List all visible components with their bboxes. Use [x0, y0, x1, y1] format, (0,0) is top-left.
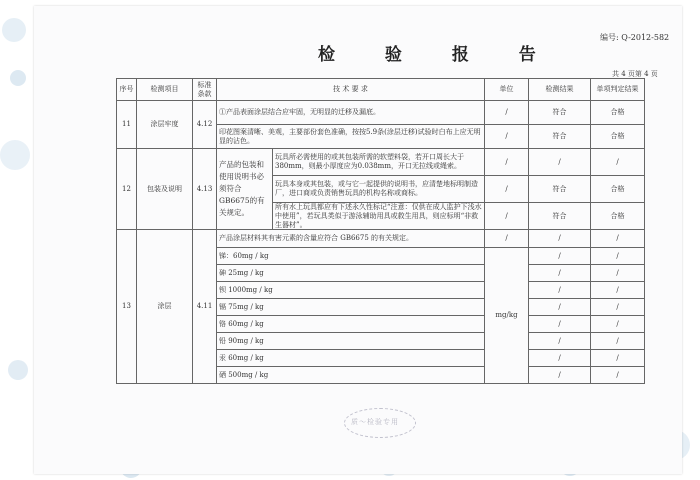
row-unit: / [485, 230, 529, 248]
row-packaging-summary: 产品的包装和使用说明书必须符合GB6675的有关规定。 [217, 149, 273, 230]
row-seq: 11 [117, 101, 137, 149]
row-conclusion: / [591, 367, 645, 384]
stamp-text: 质～检验专用 [351, 418, 399, 426]
row-result: / [529, 299, 591, 316]
row-std: 4.13 [193, 149, 217, 230]
row-requirement: ①产品表面涂层结合应牢固，无明显的迁移及漏底。 [217, 101, 485, 125]
row-conclusion: 合格 [591, 176, 645, 203]
row-result: / [529, 248, 591, 265]
page-title: 检 验 报 告 [318, 45, 558, 65]
row-requirement: 所有水上玩具都应有下述永久性标记“注意：仅供在成人监护下浅水中使用”，若玩具类似于游泳辅助用具或救生用具，则应标明“非救生器材”。 [273, 203, 485, 230]
element-limit: 硒 500mg / kg [217, 367, 485, 384]
background-bubble [0, 140, 30, 170]
background-bubble [10, 70, 26, 86]
row-requirement: 印花图案清晰、美观，主要部份套色准确，按按5.9条(涂层迁移)试验时白布上应无明显的沾色。 [217, 125, 485, 149]
header-result: 检测结果 [529, 79, 591, 101]
official-stamp [344, 408, 416, 438]
row-result: 符合 [529, 203, 591, 230]
header-conclusion: 单项判定结果 [591, 79, 645, 101]
header-std: 标准条款 [193, 79, 217, 101]
row-result: / [529, 316, 591, 333]
row-std: 4.11 [193, 230, 217, 384]
row-result: / [529, 333, 591, 350]
row-result: / [529, 367, 591, 384]
table-row [117, 101, 645, 125]
row-requirement: 玩具本身或其包装，或与它一起提供的说明书，应清楚地标明制造厂，进口商或负责销售玩具的机构名称或商标。 [273, 176, 485, 203]
row-item: 涂层牢度 [137, 101, 193, 149]
row-unit: mg/kg [485, 248, 529, 384]
row-item: 包装及说明 [137, 149, 193, 230]
background-bubble [8, 360, 28, 380]
row-result: / [529, 282, 591, 299]
row-result: / [529, 265, 591, 282]
row-conclusion: / [591, 265, 645, 282]
row-seq: 13 [117, 230, 137, 384]
row-result: / [529, 230, 591, 248]
element-limit: 镉 75mg / kg [217, 299, 485, 316]
table-row [117, 149, 645, 176]
element-limit: 砷 25mg / kg [217, 265, 485, 282]
row-unit: / [485, 149, 529, 176]
row-unit: / [485, 101, 529, 125]
row-conclusion: 合格 [591, 101, 645, 125]
row-result: 符合 [529, 101, 591, 125]
inspection-table [116, 78, 645, 384]
element-limit: 锑：60mg / kg [217, 248, 485, 265]
element-limit: 铬 60mg / kg [217, 316, 485, 333]
element-limit: 汞 60mg / kg [217, 350, 485, 367]
element-limit: 铅 90mg / kg [217, 333, 485, 350]
page-indicator: 共 4 页第 4 页 [612, 70, 658, 78]
row-item: 涂层 [137, 230, 193, 384]
element-limit: 钡 1000mg / kg [217, 282, 485, 299]
row-conclusion: / [591, 282, 645, 299]
header-req: 技 术 要 求 [217, 79, 485, 101]
header-unit: 单位 [485, 79, 529, 101]
background-bubble [2, 18, 26, 42]
row-unit: / [485, 176, 529, 203]
row-conclusion: / [591, 333, 645, 350]
row-conclusion: / [591, 230, 645, 248]
header-seq: 序号 [117, 79, 137, 101]
row-conclusion: / [591, 350, 645, 367]
row-conclusion: / [591, 299, 645, 316]
row-unit: / [485, 125, 529, 149]
row-std: 4.12 [193, 101, 217, 149]
table-row [117, 230, 645, 248]
report-number: 编号: Q-2012-582 [600, 33, 670, 42]
row-result: / [529, 350, 591, 367]
row-seq: 12 [117, 149, 137, 230]
row-result: 符合 [529, 125, 591, 149]
header-item: 检测项目 [137, 79, 193, 101]
row-conclusion: 合格 [591, 203, 645, 230]
row-conclusion: / [591, 316, 645, 333]
row-requirement: 产品涂层材料其有害元素的含量应符合 GB6675 的有关规定。 [217, 230, 485, 248]
row-conclusion: / [591, 248, 645, 265]
row-conclusion: / [591, 149, 645, 176]
row-conclusion: 合格 [591, 125, 645, 149]
row-result: / [529, 149, 591, 176]
table-header-row [117, 79, 645, 101]
row-requirement: 玩具所必需使用的或其包装所需的软塑料袋，若开口周长大于380mm，则最小厚度应为0.038mm，开口无拉线或绳索。 [273, 149, 485, 176]
row-unit: / [485, 203, 529, 230]
row-result: 符合 [529, 176, 591, 203]
